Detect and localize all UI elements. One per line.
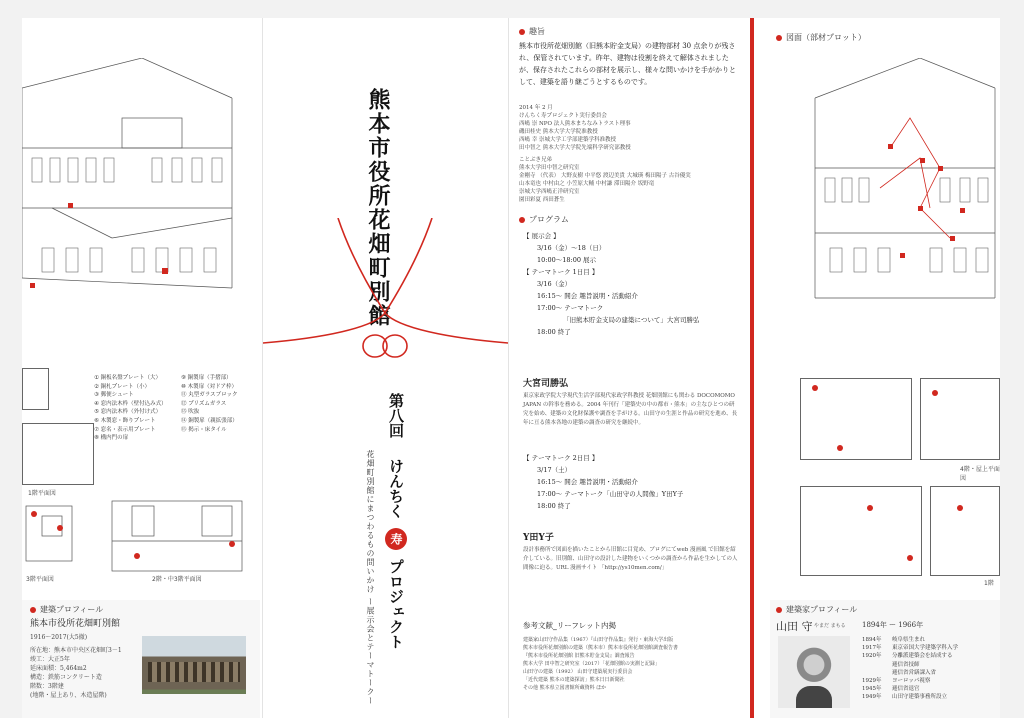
talk2-block [523,452,741,512]
panel-cover [262,18,508,718]
kotobuki-mark: 寿 [385,528,407,550]
career-row: 1945年 逓信省退官 [862,686,920,693]
bullet-dot [519,217,525,223]
talk2-date: 3/17（土） [537,466,572,474]
architect-portrait [778,636,850,708]
legend-item: ⑪ 丸型ガラスブロック [181,392,238,399]
legend-item: ④ 窓内法木枠（壁付込み式） [94,400,167,407]
profile-row: 階数：3階建 [30,683,64,690]
talk1-row: 「旧熊本貯金支局の建築について」大宮司勝弘 [563,316,700,324]
floor-plan-label: 3階平面図 [26,576,54,583]
cover-title: 熊本市役所花畑町別館 [365,88,391,328]
bullet-dot [519,29,525,35]
architect-name: 山田 守 [776,620,813,633]
legend-item: ⑫ プリズムガラス [181,400,227,407]
program-exhibit-heading: 【 展示会 】 [523,232,560,240]
organizer-row: 田中智之 熊本大学大学院先端科学研究部教授 [519,145,631,151]
legend-item: ⑧ 構内門の扉 [94,435,129,442]
career-row: 逓信省営繕課入省 [892,669,937,676]
career-row: 1917年 東京帝国大学建築学科入学 [862,645,959,652]
architect-years: 1894年 ー 1966年 [862,621,924,629]
red-divider [750,18,754,718]
legend-item: ⑬ 吹抜 [181,409,200,416]
speaker2-name: Y田Y子 [523,533,554,543]
talk2-row: 18:00 終了 [537,502,571,510]
floor-plan-1f [22,368,49,410]
bullet-dot [30,607,36,613]
profile-row: 構造：鉄筋コンクリート造 [30,674,102,681]
reference-item: その他 熊本県立図書館所蔵資料 ほか [523,685,607,691]
reference-item: 熊本大学 田中智之研究室（2017）「花畑別館の実測と記録」 [523,661,660,667]
legend-item: ⑭ 銅製扉（親拡張部） [181,417,238,424]
cooperation-row: 熊本大学田中智之研究室 [519,165,580,171]
event-title [385,393,407,649]
legend-item: ③ 郵便シュート [94,392,134,399]
architect-profile-heading: 建築家プロフィール [786,605,858,614]
speaker1-bio: 東京家政学院大学現代生活学部現代家政学科教授 花畑別館にも関わる DOCOMOMO JAPAN の幹事を務める。2004 年刊行「建築史の中の都市・熊本」の主なひとつの研究を始め、建築の文化財保護や調査を手がける。山田守の生涯と作品の研究を進め、長年に亘る熊本各地の建築の調査の研究を継続中。 [523,393,738,426]
mizuhiki-knot-ornament [263,218,508,378]
event-subtitle: 花畑町別館にまつわるもの問いかけ ー展示会とテーマトークー [366,450,375,706]
panel-program [508,18,747,718]
career-row: 1949年 山田守建築事務所設立 [862,694,948,701]
talk1-row: 17:00〜 テーマトーク [537,304,604,312]
program-exhibit-time: 10:00〜18:00 展示 [537,256,597,264]
architect-profile [770,600,1000,718]
career-row: 逓信省技師 [892,661,920,668]
legend-item: ⑩ 木製扉（対ドア枠） [181,383,238,390]
legend-item: ⑥ 木製窓・飾りプレート [94,417,156,424]
talk2-heading: 【 テーマトーク 2日目 】 [523,454,599,462]
talk2-row: 17:00〜 テーマトーク「山田守の人間像」Y田Y子 [537,490,684,498]
floor-plan-label: 1階 [984,580,994,587]
purpose-heading: 趣旨 [529,27,545,36]
speaker1-name: 大宮司勝弘 [523,379,569,389]
building-axonometric-drawing-red-plot [770,58,1000,338]
program-exhibit-dates: 3/16（金）〜18（日） [537,244,606,252]
legend-item: ⑦ 窓名・表示用プレート [94,426,156,433]
talk1-row: 18:00 終了 [537,328,571,336]
legend-list [94,374,264,443]
reference-item: 山田守の建築（1992） 山田守建築展実行委員会 [523,669,633,675]
talk2-row: 16:15〜 開会 趣旨説明・活動紹介 [537,478,638,486]
profile-row: (地階・屋上あり、木造屋階) [30,692,107,699]
event-number: 第八回 [387,393,405,438]
floor-plan-label: 2階・中3階平面図 [152,576,202,583]
career-row: 1894年 岐阜県生まれ [862,637,926,643]
floor-plan-2f-drawing [22,496,260,586]
panel-drawing-left [22,18,260,718]
floor-plan-label: 4階・屋上平面図 [960,466,1000,482]
cooperation-row: 園田彩夏 西田蒼生 [519,197,565,203]
event-name: けんちく [387,458,405,519]
program-block [523,230,741,338]
profile-name: 熊本市役所花畑町別館 [30,619,121,629]
reference-item: 建築家山田守作品集（1967）『山田守作品集』発行・東海大学出版 [523,637,674,643]
floor-plan-1f-lower [22,423,94,485]
organizer-row: けんちく寿プロジェクト実行委員会 [519,113,607,119]
legend-item: ① 銅板名盤プレート（大） [94,375,161,381]
talk1-date: 3/16（金） [537,280,572,288]
references-heading: 参考文献_リーフレット内掲 [523,621,616,630]
organizer-row: 西嶋 幸 崇城大学工学部建築学科准教授 [519,137,616,143]
building-photo [142,636,246,694]
legend-item: ② 銅札プレート（小） [94,383,150,390]
career-row: 1920年 分離派建築会を結成する [862,653,953,660]
legend-item: ⑮ 掲示・床タイル [181,426,227,433]
profile-row: 所在地：熊本市中央区花畑町3－1 [30,647,122,654]
organizer-row: 西嶋 崇 NPO 法人熊本まちなみトラスト理事 [519,121,631,127]
floor-plan-markers [770,378,1000,578]
organizer-row: 2014 年 2 月 [519,105,553,111]
profile-details [30,646,145,700]
bullet-dot [776,607,782,613]
profile-row: 竣工：大正5年 [30,656,70,663]
talk1-heading: 【 テーマトーク 1日目 】 [523,268,599,276]
talk1-row: 16:15〜 開会 趣旨説明・活動紹介 [537,292,638,300]
organizer-row: 磯田桂史 熊本大学大学院准教授 [519,129,598,135]
building-profile [22,600,260,718]
architect-kana: やまだ まもる [814,623,846,629]
career-list [862,636,996,702]
legend-item: ⑤ 窓内法木枠（外付け式） [94,409,162,416]
reference-item: 『熊本市役所花畑別館 旧熊本貯金支局』調査報告 [523,653,635,659]
floor-plan-label: 1階平面図 [28,490,56,497]
organizers [519,104,741,204]
cooperation-row: 崇城大学西嶋正洋研究室 [519,189,580,195]
panel-drawing-right [770,18,1000,718]
profile-heading: 建築プロフィール [40,605,104,614]
speaker2-bio: 設計事務所で図面を描いたことから旧館に目覚め、ブログにてweb 漫画風 で旧館を紹介している。旧別館、山田守の設計した建物をいくつかの調査から作品を生かしての人間像に迫る。URL 漫画サイト 「http://ys10men.com/」 [523,547,738,571]
references-list [523,636,739,692]
purpose-text: 熊本市役所花畑別館（旧熊本貯金支局）の建物部材 30 点余りが残され、保管されています。昨年、建物は役割を終えて解体されましたが、保存されたこれらの部材を展示し、様々な問いかけを手がかりとして、建築を語り継ごうとするものです。 [519,42,736,86]
cooperation-row: 金剛寺 （代表） 大野友樹 中平悠 渡辺美貴 大城瑛 梅田陽子 古谷優実 [519,173,691,179]
legend-item: ⑨ 銅製扉（手摺部） [181,375,232,381]
cooperation-row: 山本竜也 中村由之 小笠原大輔 中村謙 滞田陽介 坂野竜 [519,181,655,187]
leaflet-sheet [22,18,1000,718]
program-heading: プログラム [529,215,569,224]
event-project: プロジェクト [387,558,405,649]
career-row: 1929年 ヨーロッパ視察 [862,678,931,685]
cooperation-row: ことぶき兄弟 [519,157,553,163]
building-axonometric-drawing [22,58,260,358]
profile-years: 1916〜2017(大5撤) [30,634,88,641]
reference-item: 「近代建築 熊本の建築探訪」熊本日日新聞社 [523,677,625,683]
bullet-dot [776,35,782,41]
drawing-heading: 図面（部材プロット） [786,33,866,42]
reference-item: 熊本市役所花畑別館の建築（熊本市）熊本市役所花畑別館調査報告書 [523,645,679,651]
profile-row: 延床面積：5,464m2 [30,665,87,672]
